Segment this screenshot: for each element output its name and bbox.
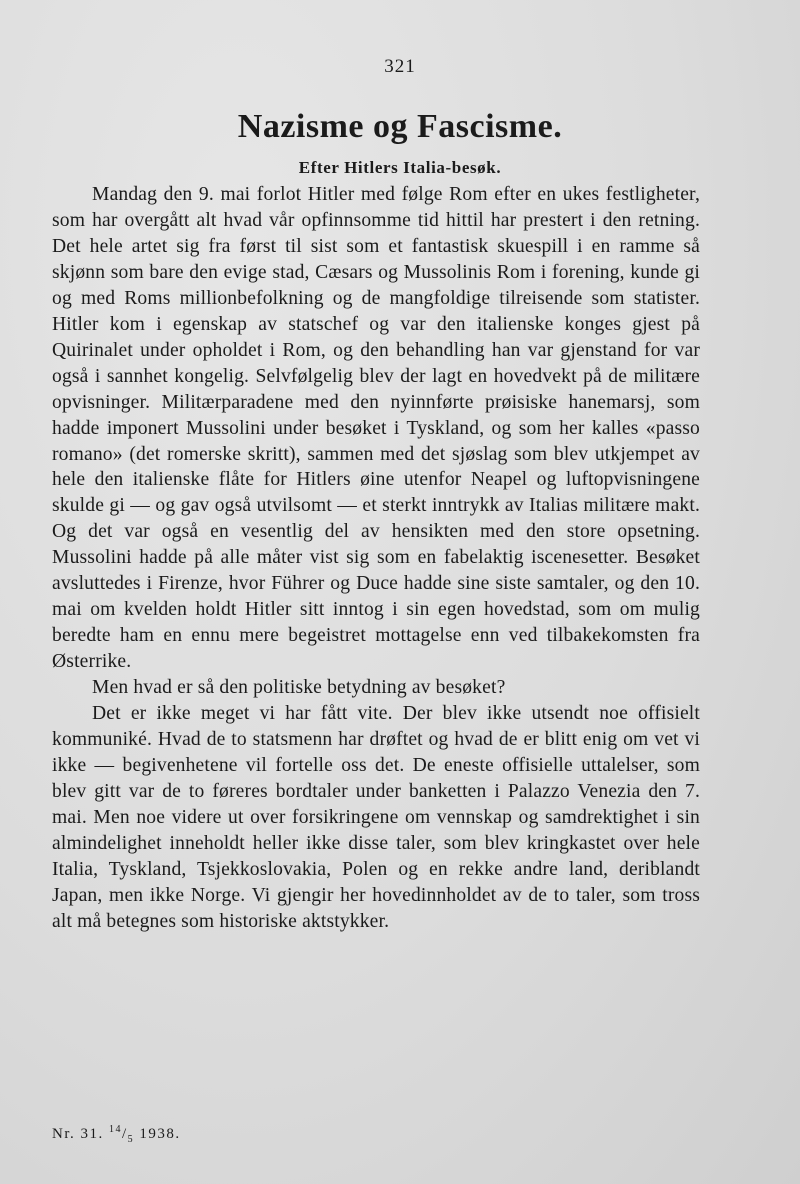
- issue-footer: [52, 1124, 181, 1145]
- issue-date-denominator: 5: [127, 1134, 135, 1145]
- article-subtitle: Efter Hitlers Italia-besøk.: [298, 158, 502, 177]
- issue-number: Nr. 31.: [52, 1126, 104, 1142]
- paragraph-1: Mandag den 9. mai forlot Hitler med følge Rom efter en ukes festligheter, som har overgått alt hvad vår opfinnsomme tid hittil har prestert i den retning. Det hele artet sig fra først til sist som et fantastisk skuespill i en ramme så skjønn som bare den evige stad, Cæsars og Mussolinis Rom i forening, kunde gi og med Roms millionbefolkning og de mangfoldige tilreisende som statister. Hitler kom i egenskap av statschef og var den italienske konges gjest på Quirinalet under opholdet i Rom, og den behandling han var gjenstand for var også i sannhet kongelig. Selvfølgelig blev der lagt en hovedvekt på de militære opvisninger. Militærparadene med den nyinnførte prøisiske hanemarsj, som hadde imponert Mussolini under besøket i Tyskland, og som her kalles «passo romano» (det romerske skritt), sammen med det sjøslag som blev utkjempet av hele den italienske flåte for Hitlers øine utenfor Neapel og luftopvisningene skulde gi — og gav også utvilsomt — et sterkt inntrykk av Italias militære makt. Og det var også en vesentlig del av hensikten med den store opsetning. Mussolini hadde på alle måter vist sig som en fabelaktig iscenesetter. Besøket avsluttedes i Firenze, hvor Führer og Duce hadde sine siste samtaler, og den 10. mai om kvelden holdt Hitler sitt inntog i sin egen hovedstad, som om mulig beredte ham en ennu mere begeistret mottagelse enn ved tilbakekomsten fra Østerrike.: [52, 184, 700, 673]
- paragraph-3: Det er ikke meget vi har fått vite. Der blev ikke utsendt noe offisielt kommuniké. Hvad de to statsmenn har drøftet og hvad de er blitt enig om vet vi ikke — begivenhetene vil fortelle oss det. De eneste offisielle uttalelser, som blev gitt var de to føreres bordtaler under banketten i Palazzo Venezia den 7. mai. Men noe videre ut over forsikringene om vennskap og samdrektighet i sin almindelighet inneholdt heller ikke disse taler, som blev kringkastet over hele Italia, Tyskland, Tsjekkoslovakia, Polen og en rekke andre land, deriblandt Japan, men ikke Norge. Vi gjengir her hovedinnholdet av de to taler, som tross alt må betegnes som historiske aktstykker.: [52, 703, 700, 932]
- article-title: Nazisme og Fascisme.: [237, 108, 563, 145]
- issue-date-slash: /: [122, 1126, 128, 1142]
- issue-year: 1938.: [139, 1126, 181, 1142]
- paragraph-2: Men hvad er så den politiske betydning av besøket?: [92, 677, 506, 699]
- page-number: 321: [384, 56, 416, 77]
- article-body: [52, 182, 700, 935]
- issue-date-numerator: 14: [109, 1124, 122, 1135]
